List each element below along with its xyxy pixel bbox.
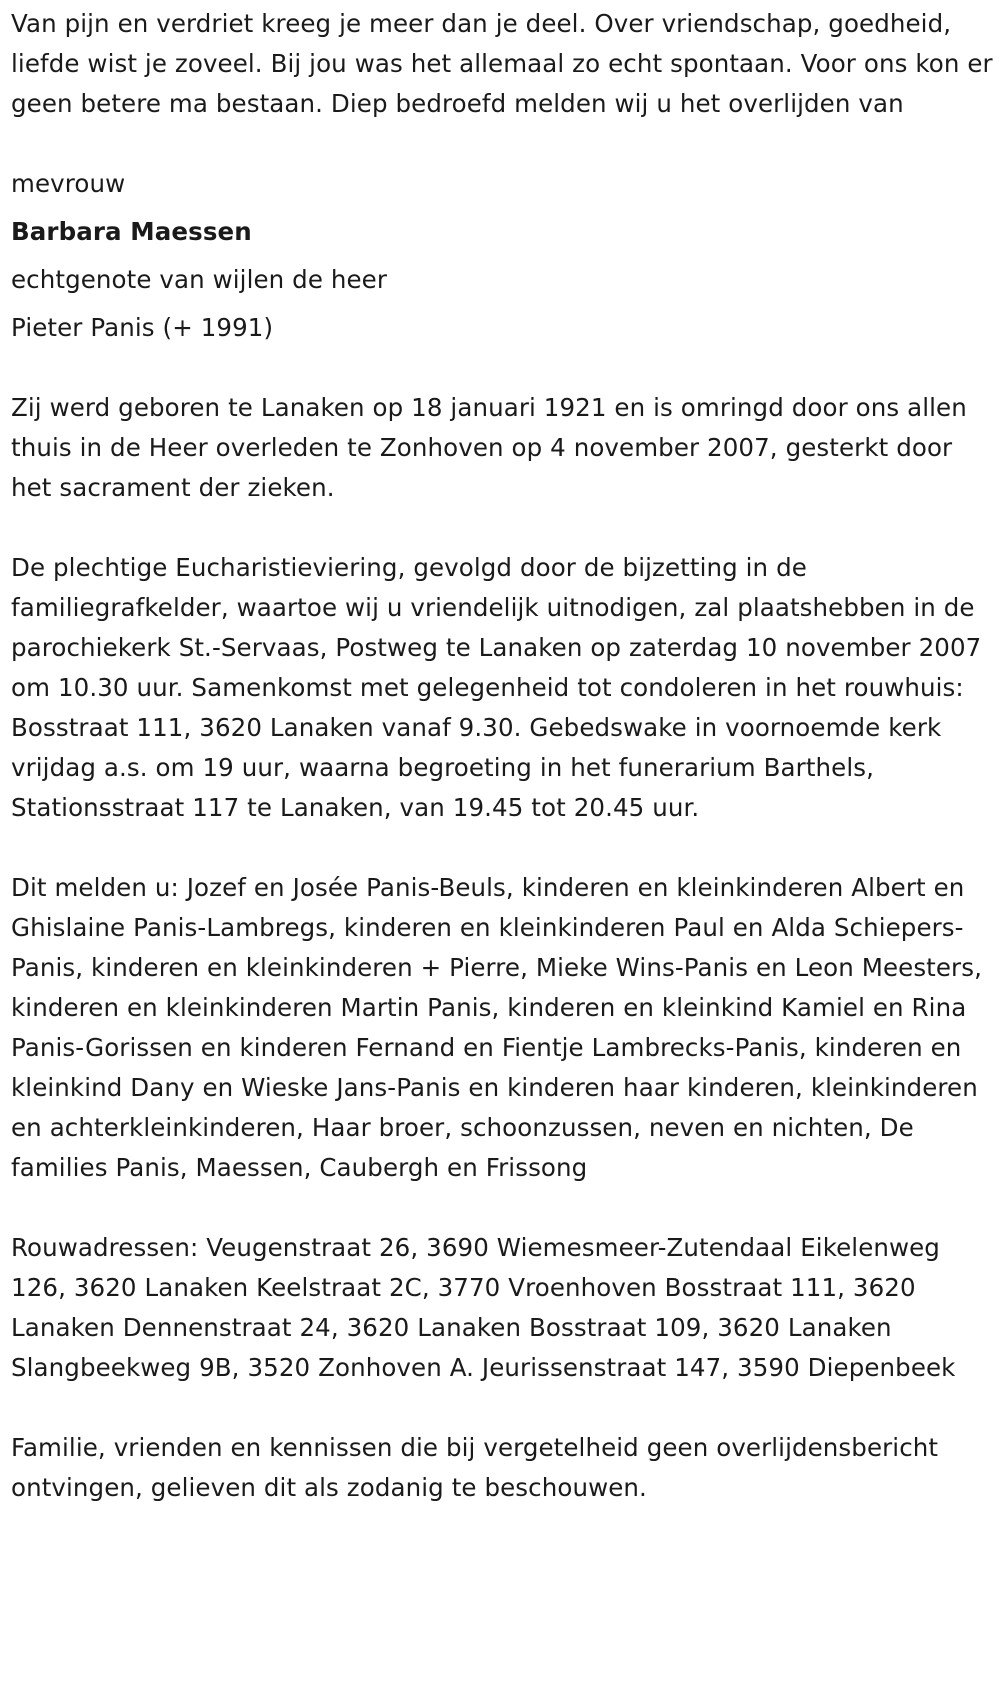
spacer [11, 204, 996, 212]
spacer [11, 300, 996, 308]
spacer [11, 1188, 996, 1228]
birth-death-paragraph: Zij werd geboren te Lanaken op 18 januari 1921 en is omringd door ons allen thuis in de Heer overleden te Zonhoven op 4 november 2007, gesterkt door het sacrament der zieken. [11, 393, 967, 502]
closing-paragraph: Familie, vrienden en kennissen die bij vergetelheid geen overlijdensbericht ontvingen, gelieven dit als zodanig te beschouwen. [11, 1433, 939, 1502]
ceremony-paragraph: De plechtige Eucharistieviering, gevolgd door de bijzetting in de familiegrafkelder, waartoe wij u vriendelijk uitnodigen, zal plaatshebben in de parochiekerk St.-Servaas, Postweg te Lanaken op zaterdag 10 november 2007 om 10.30 uur. Samenkomst met gelegenheid tot condoleren in het rouwhuis: Bosstraat 111, 3620 Lanaken vanaf 9.30. Gebedswake in voornoemde kerk vrijdag a.s. om 19 uur, waarna begroeting in het funerarium Barthels, Stationsstraat 117 te Lanaken, van 19.45 tot 20.45 uur. [11, 553, 982, 822]
spouse-line: Pieter Panis (+ 1991) [11, 313, 274, 342]
announcers-paragraph: Dit melden u: Jozef en Josée Panis-Beuls, kinderen en kleinkinderen Albert en Ghislaine Panis-Lambregs, kinderen en kleinkinderen Paul en Alda Schiepers-Panis, kinderen en kleinkinderen + Pierre, Mieke Wins-Panis en Leon Meesters, kinderen en kleinkinderen Martin Panis, kinderen en kleinkind Kamiel en Rina Panis-Gorissen en kinderen Fernand en Fientje Lambrecks-Panis, kinderen en kleinkind Dany en Wieske Jans-Panis en kinderen haar kinderen, kleinkinderen en achterkleinkinderen, Haar broer, schoonzussen, neven en nichten, De families Panis, Maessen, Caubergh en Frissong [11, 873, 982, 1182]
addresses-paragraph: Rouwadressen: Veugenstraat 26, 3690 Wiemesmeer-Zutendaal Eikelenweg 126, 3620 Lanaken Keelstraat 2C, 3770 Vroenhoven Bosstraat 111, 3620 Lanaken Dennenstraat 24, 3620 Lanaken Bosstraat 109, 3620 Lanaken Slangbeekweg 9B, 3520 Zonhoven A. Jeurissenstraat 147, 3590 Diepenbeek [11, 1233, 956, 1382]
relation-line: echtgenote van wijlen de heer [11, 265, 388, 294]
obituary-document [11, 4, 996, 1508]
spacer [11, 1388, 996, 1428]
spacer [11, 828, 996, 868]
spacer [11, 508, 996, 548]
deceased-name: Barbara Maessen [11, 217, 252, 246]
spacer [11, 124, 996, 164]
intro-paragraph: Van pijn en verdriet kreeg je meer dan je deel. Over vriendschap, goedheid, liefde wist je zoveel. Bij jou was het allemaal zo echt spontaan. Voor ons kon er geen betere ma bestaan. Diep bedroefd melden wij u het overlijden van [11, 9, 993, 118]
spacer [11, 348, 996, 388]
title-line: mevrouw [11, 169, 126, 198]
spacer [11, 252, 996, 260]
